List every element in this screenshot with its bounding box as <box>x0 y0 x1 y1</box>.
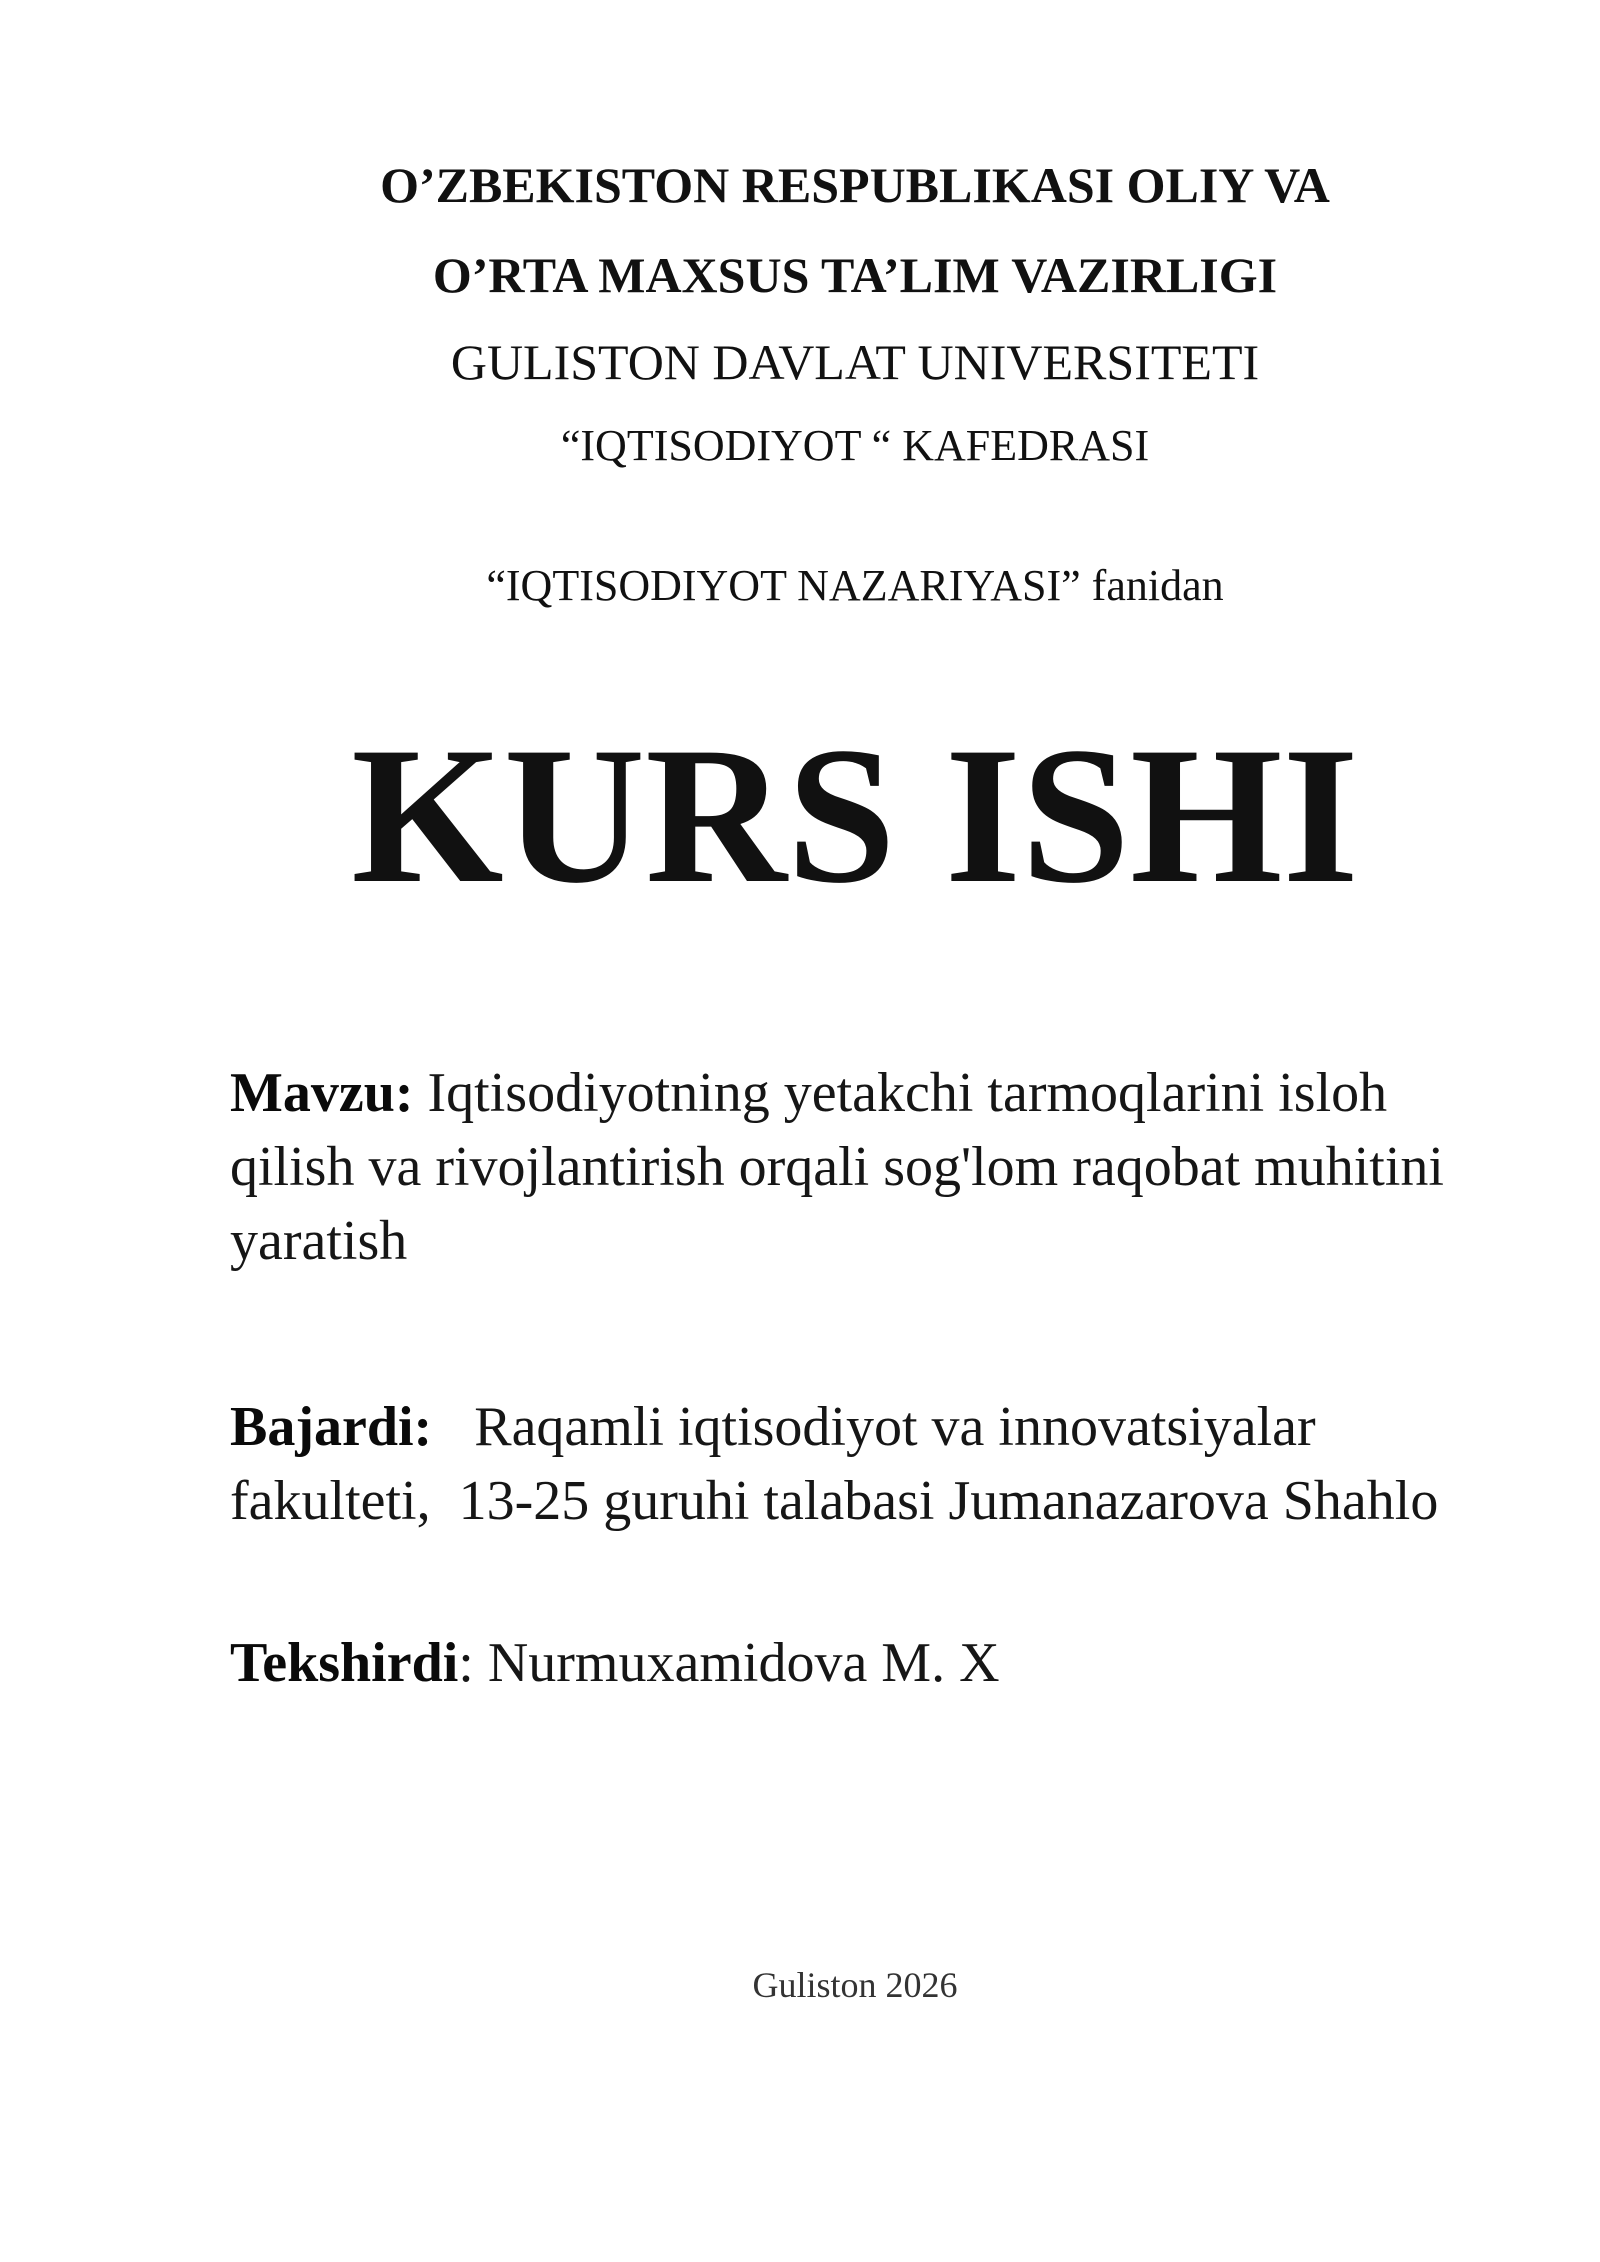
topic-label: Mavzu: <box>230 1062 414 1124</box>
document-title: KURS ISHI <box>351 707 1359 924</box>
checker-label: Tekshirdi <box>230 1632 459 1694</box>
city-year: Guliston 2026 <box>752 1965 958 2005</box>
ministry-line-2: O’RTA MAXSUS TA’LIM VAZIRLIGI <box>432 247 1278 303</box>
topic-text: Iqtisodiyotning yetakchi tarmoqlarini isloh qilish va rivojlantirish orqali sog'lom raqobat muhitini yaratish <box>230 1062 1444 1272</box>
ministry-line-1: O’ZBEKISTON RESPUBLIKASI OLIY VA <box>380 157 1330 213</box>
subject-line: “IQTISODIYOT NAZARIYASI” fanidan <box>486 561 1224 610</box>
topic-block <box>230 1056 1490 1278</box>
checker-text: : Nurmuxamidova M. X <box>458 1632 1000 1694</box>
university-name: GULISTON DAVLAT UNIVERSITETI <box>450 334 1260 390</box>
author-label: Bajardi: <box>230 1396 433 1458</box>
ministry-heading <box>0 140 1600 320</box>
checker-block <box>230 1626 1490 1700</box>
author-text: Raqamli iqtisodiyot va innovatsiyalar fakulteti, 13-25 guruhi talabasi Jumanazarova Shahlo <box>230 1396 1439 1532</box>
department-name: “IQTISODIYOT “ KAFEDRASI <box>560 421 1150 470</box>
author-block <box>230 1390 1490 1538</box>
